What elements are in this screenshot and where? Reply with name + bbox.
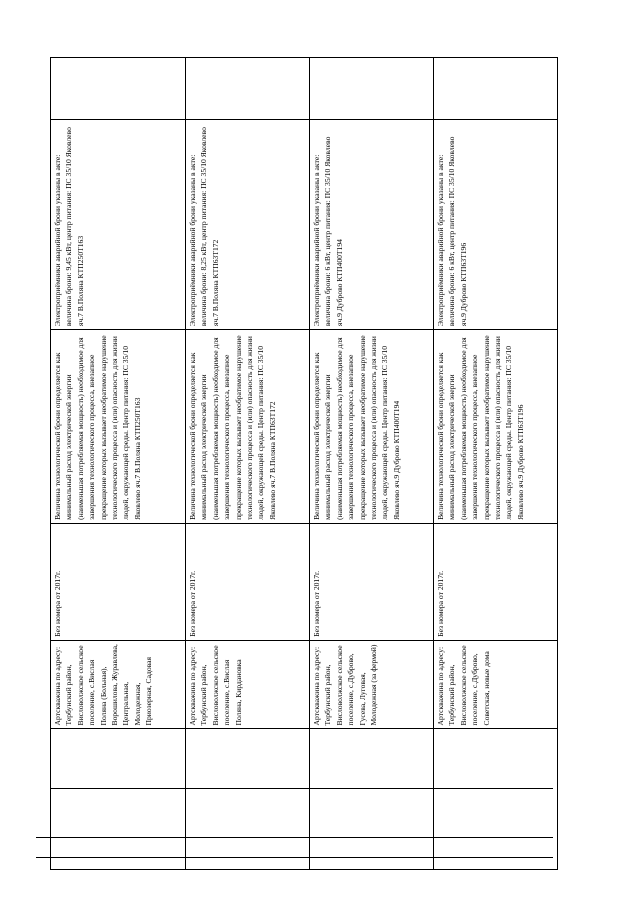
empty-cell [310,58,434,120]
footer-rule [50,788,553,789]
reason-cell: Величина технологической брони определяется как минимальный расход электрической энергии (наименьшая потребляемая мощность) необходимое для завершения технологического процесса, внезапное прекращение которых вызывает необратимое нарушение технологического процесса и (или) опасность для жизни людей, окружающей среды. Центр питания: ПС 35/10 Яковлево яч.9 Дуброво КТП400Т194 [310,330,434,524]
emergency-cell: Электроприёмники аварийной брони указаны в акте: величина брони: 8,25 кВт, центр питания: ПС 35/10 Яковлево яч.7 В.Поляна КТП63Т172 [186,120,310,330]
number-cell: Без номера от 2017г. [434,523,558,640]
empty-cell [186,729,310,870]
emergency-cell: Электроприёмники аварийной брони указаны в акте: величина брони: 6 кВт, центр питания: ПС 35/10 Яковлево яч.9 Дуброво КТП400Т194 [310,120,434,330]
document-page [50,57,553,870]
emergency-cell: Электроприёмники аварийной брони указаны в акте: величина брони: 9,45 кВт, центр питания: ПС 35/10 Яковлево яч.7 В.Поляна КТП250Т163 [51,120,186,330]
address-cell: Артскважина по адресу: Тербунский район, Висловолжское сельское поселение, с.Дуброво, Советская, новые дома [434,640,558,729]
table-row [51,58,186,870]
footer-rule [36,837,553,838]
emergency-cell: Электроприёмники аварийной брони указаны в акте: величина брони: 6 кВт, центр питания: ПС 35/10 Яковлево яч.9 Дуброво КТП63Т196 [434,120,558,330]
table-row [186,58,310,870]
empty-cell [310,729,434,870]
number-cell: Без номера от 2017г. [186,523,310,640]
empty-cell [434,58,558,120]
address-cell: Артскважина по адресу: Тербунский район, Висловолжское сельское поселение, с.Вислая Поляна (Больная), Ворошилова, Журавлева, Центральная, Молодежная, Приозерная, Садовая [51,640,186,729]
reason-cell: Величина технологической брони определяется как минимальный расход электрической энергии (наименьшая потребляемая мощность) необходимое для завершения технологического процесса, внезапное прекращение которых вызывает необратимое нарушение технологического процесса и (или) опасность для жизни людей, окружающей среды. Центр питания: ПС 35/10 Яковлево яч.7 В.Поляна КТП63Т172 [186,330,310,524]
address-cell: Артскважина по адресу: Тербунский район, Висловолжское сельское поселение, с.Вислая Поляна, Кирдановка [186,640,310,729]
empty-cell [434,729,558,870]
reason-cell: Величина технологической брони определяется как минимальный расход электрической энергии (наименьшая потребляемая мощность) необходимое для завершения технологического процесса, внезапное прекращение которых вызывает необратимое нарушение технологического процесса и (или) опасность для жизни людей, окружающей среды. Центр питания: ПС 35/10 Яковлево яч.9 Дуброво КТП63Т196 [434,330,558,524]
rotated-page [50,57,553,870]
number-cell: Без номера от 2017г. [51,523,186,640]
table-row [434,58,558,870]
table-row [310,58,434,870]
footer-rule [36,857,553,858]
empty-cell [51,729,186,870]
number-cell: Без номера от 2017г. [310,523,434,640]
reason-cell: Величина технологической брони определяется как минимальный расход электрической энергии (наименьшая потребляемая мощность) необходимое для завершения технологического процесса, внезапное прекращение которых вызывает необратимое нарушение технологического процесса и (или) опасность для жизни людей, окружающей среды. Центр питания: ПС 35/10 Яковлево яч.7 В.Поляна КТП250Т163 [51,330,186,524]
reservation-table [50,57,558,870]
empty-cell [51,58,186,120]
empty-cell [186,58,310,120]
address-cell: Артскважина по адресу: Тербунский район, Висловолжское сельское поселение, с.Дуброво, Гусева, Луговая, Молодежная (за фермой) [310,640,434,729]
